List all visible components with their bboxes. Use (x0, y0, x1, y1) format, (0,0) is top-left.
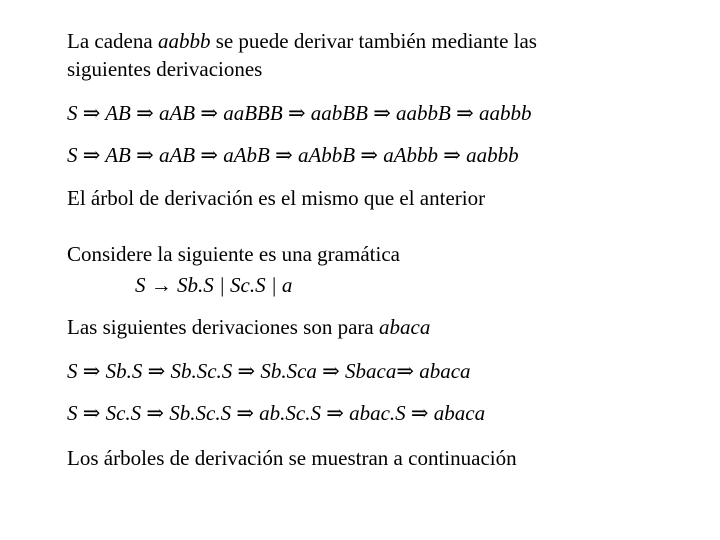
derivation-1b: S ⇒ AB ⇒ aAB ⇒ aAbB ⇒ aAbbB ⇒ aAbbb ⇒ aabbb (67, 143, 519, 167)
intro-suffix: se puede derivar también mediante las (210, 29, 537, 53)
derivations-intro-word: abaca (379, 315, 431, 339)
derivation-2a: S ⇒ Sb.S ⇒ Sb.Sc.S ⇒ Sb.Sca ⇒ Sbaca⇒ abaca (67, 359, 471, 383)
derivations-intro (67, 314, 430, 341)
same-tree-note: El árbol de derivación es el mismo que el anterior (67, 186, 486, 210)
derivation-2b: S ⇒ Sc.S ⇒ Sb.Sc.S ⇒ ab.Sc.S ⇒ abac.S ⇒ abaca (67, 401, 486, 425)
derivations-intro-prefix: Las siguientes derivaciones son para (67, 315, 379, 339)
intro-line-1 (67, 28, 537, 55)
grammar-intro: Considere la siguiente es una gramática (67, 242, 400, 266)
grammar-rule: S → Sb.S | Sc.S | a (135, 273, 293, 297)
intro-word: aabbb (157, 29, 211, 53)
closing-note: Los árboles de derivación se muestran a continuación (67, 446, 517, 470)
intro-line-2: siguientes derivaciones (67, 57, 263, 81)
derivation-1a: S ⇒ AB ⇒ aAB ⇒ aaBBB ⇒ aabBB ⇒ aabbB ⇒ aabbb (67, 101, 532, 125)
intro-prefix: La cadena (67, 29, 158, 53)
